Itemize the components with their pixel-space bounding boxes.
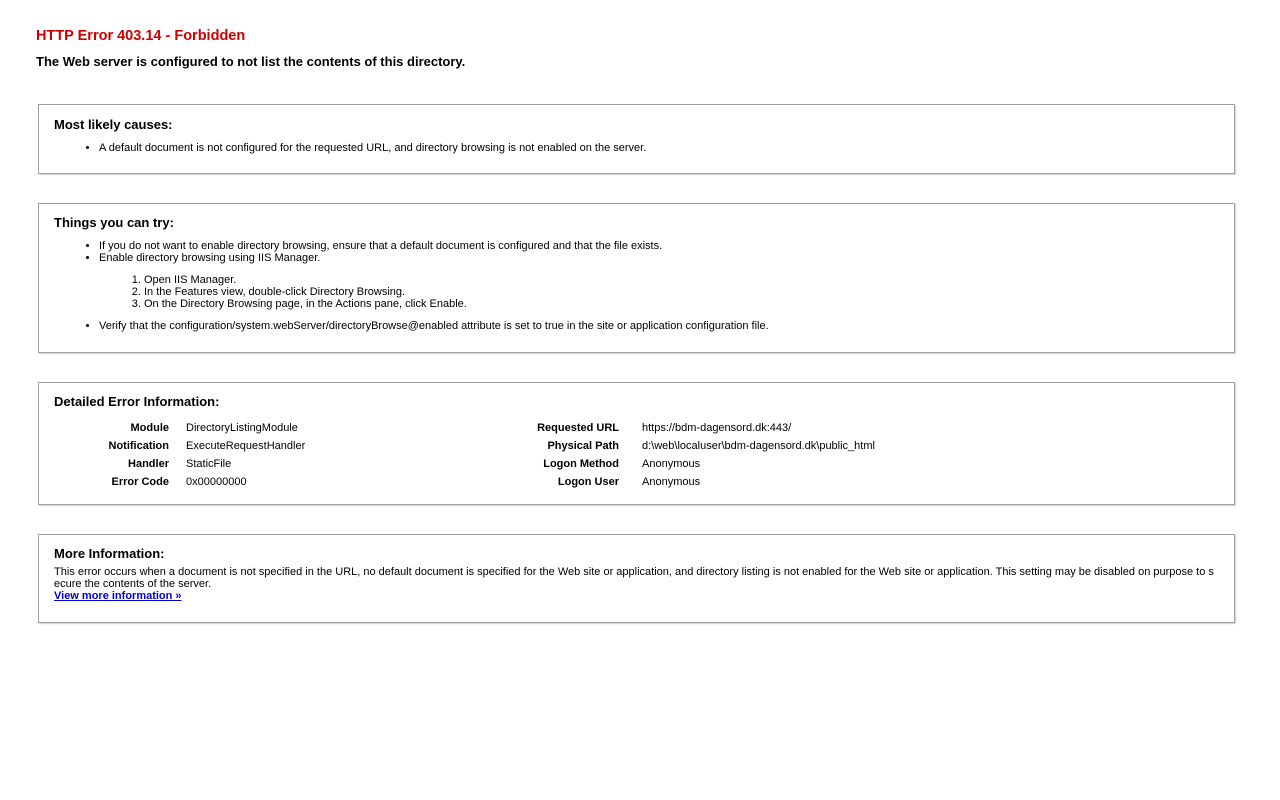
causes-heading: Most likely causes: [54,117,173,132]
detail-label: Handler [128,458,169,470]
step-item: 2. In the Features view, double-click Directory Browsing. [144,286,467,298]
list-item: • Verify that the configuration/system.webServer/directoryBrowse@enabled attribute is set to true in the site or application configuration file. [99,320,769,332]
causes-list [99,142,646,154]
error-title: HTTP Error 403.14 - Forbidden [36,28,246,44]
table-row [39,455,875,473]
list-item: • If you do not want to enable directory browsing, ensure that a default document is configured and that the file exists. [99,240,662,252]
table-row [39,419,875,437]
causes-section [38,104,1235,174]
detail-value: 0x00000000 [186,476,247,488]
detail-value: DirectoryListingModule [186,422,298,434]
try-heading: Things you can try: [54,215,174,230]
list-item: • Enable directory browsing using IIS Manager. [99,252,662,264]
detail-label: Requested URL [537,422,619,434]
more-info-section [38,534,1235,623]
view-more-link[interactable]: View more information » [54,590,182,602]
try-section [38,203,1235,353]
detail-value: d:\web\localuser\bdm-dagensord.dk\public_html [642,440,875,452]
error-subtitle: The Web server is configured to not list the contents of this directory. [36,54,466,69]
details-table [39,419,875,491]
detail-label: Module [130,422,169,434]
try-list-continued [99,320,769,332]
error-header [36,27,465,70]
detail-value: Anonymous [642,458,701,470]
detail-label: Error Code [111,476,169,488]
detail-value: StaticFile [186,458,232,470]
detail-value: https://bdm-dagensord.dk:443/ [642,422,792,434]
more-info-text: This error occurs when a document is not specified in the URL, no default document is specified for the Web site or application, and directory listing is not enabled for the Web site or application. This setting may be disabled on purpose to secure the contents of the server. [54,566,1214,590]
table-row [39,473,875,491]
detail-label: Logon User [557,476,619,488]
table-row [39,437,875,455]
step-item: 1. Open IIS Manager. [144,274,467,286]
detail-value: ExecuteRequestHandler [186,440,306,452]
details-heading: Detailed Error Information: [54,394,220,409]
details-section [38,382,1235,505]
list-item: • A default document is not configured for the requested URL, and directory browsing is not enabled on the server. [99,142,646,154]
steps-list [144,274,467,310]
try-list [99,240,662,264]
more-info-heading: More Information: [54,546,165,561]
detail-label: Physical Path [547,440,619,452]
step-item: 3. On the Directory Browsing page, in the Actions pane, click Enable. [144,298,467,310]
detail-label: Logon Method [543,458,619,470]
detail-label: Notification [108,440,169,452]
detail-value: Anonymous [642,476,701,488]
